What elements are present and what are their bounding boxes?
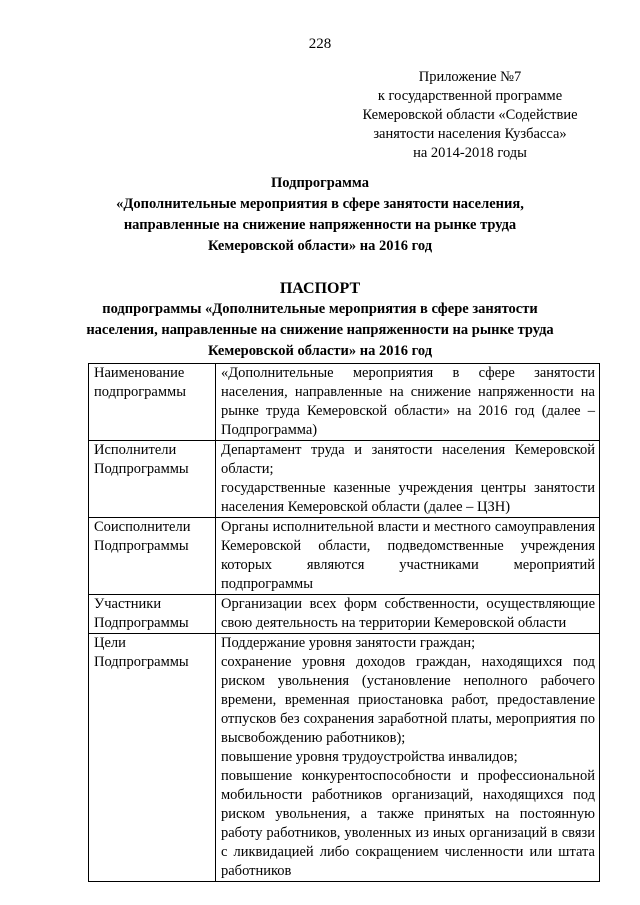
table-row	[89, 634, 600, 882]
appendix-line: на 2014-2018 годы	[413, 145, 527, 161]
row-value	[216, 634, 600, 882]
appendix-line: к государственной программе	[377, 88, 563, 104]
subprogram-title-line: направленные на снижение напряженности на рынке труда	[123, 217, 517, 233]
subprogram-title-line: Кемеровской области» на 2016 год	[207, 238, 433, 254]
page-number: 228	[308, 36, 332, 52]
label-line: Наименование	[94, 365, 185, 381]
label-line: Подпрограммы	[94, 461, 189, 477]
appendix-line: Приложение №7	[418, 69, 522, 85]
appendix-line: занятости населения Кузбасса»	[373, 126, 567, 142]
row-label	[89, 441, 216, 518]
passport-subtitle-line: подпрограммы «Дополнительные мероприятия в сфере занятости	[102, 301, 538, 317]
value-paragraph: Органы исполнительной власти и местного самоуправления Кемеровской области, подведомственные учреждения которых являются участниками мероприятий подпрограммы	[221, 519, 595, 592]
row-value	[216, 364, 600, 441]
value-paragraph: государственные казенные учреждения центры занятости населения Кемеровской области (далее – ЦЗН)	[221, 480, 595, 515]
table-row	[89, 364, 600, 441]
value-paragraph: сохранение уровня доходов граждан, находящихся под риском увольнения (установление неполного рабочего времени, временная приостановка работ, предоставление отпусков без сохранения заработной платы, мероприятия по высвобождению работников);	[221, 654, 595, 746]
subprogram-title-line: Подпрограмма	[271, 175, 369, 191]
passport-heading	[0, 278, 640, 362]
passport-title: ПАСПОРТ	[279, 280, 361, 297]
subprogram-title-line: «Дополнительные мероприятия в сфере занятости населения,	[116, 196, 524, 212]
table-row	[89, 441, 600, 518]
label-line: Подпрограммы	[94, 538, 189, 554]
row-label	[89, 518, 216, 595]
value-paragraph: повышение конкурентоспособности и профессиональной мобильности работников организаций, находящихся под риском увольнения, а также принятых на постоянную работу работников, уволенных из иных организаций в связи с ликвидацией либо сокращением численности или штата работников	[221, 768, 595, 879]
label-line: Участники	[94, 596, 162, 612]
appendix-note	[350, 68, 590, 163]
row-label	[89, 595, 216, 634]
passport-subtitle-line: Кемеровской области» на 2016 год	[207, 343, 433, 359]
row-value	[216, 595, 600, 634]
table-row	[89, 518, 600, 595]
table-row	[89, 595, 600, 634]
row-value	[216, 441, 600, 518]
passport-table	[88, 363, 600, 882]
label-line: Соисполнители	[94, 519, 191, 535]
row-label	[89, 634, 216, 882]
value-paragraph: Департамент труда и занятости населения Кемеровской области;	[221, 442, 595, 477]
subprogram-title	[0, 173, 640, 257]
label-line: Цели	[94, 635, 126, 651]
value-paragraph: «Дополнительные мероприятия в сфере занятости населения, направленные на снижение напряженности на рынке труда Кемеровской области» на 2016 год (далее – Подпрограмма)	[221, 365, 595, 438]
appendix-line: Кемеровской области «Содействие	[362, 107, 578, 123]
row-label	[89, 364, 216, 441]
label-line: Подпрограммы	[94, 654, 189, 670]
value-paragraph: Поддержание уровня занятости граждан;	[221, 635, 476, 651]
label-line: подпрограммы	[94, 384, 186, 400]
label-line: Подпрограммы	[94, 615, 189, 631]
value-paragraph: Организации всех форм собственности, осуществляющие свою деятельность на территории Кемеровской области	[221, 596, 595, 631]
value-paragraph: повышение уровня трудоустройства инвалидов;	[221, 749, 518, 765]
row-value	[216, 518, 600, 595]
label-line: Исполнители	[94, 442, 177, 458]
passport-subtitle-line: населения, направленные на снижение напряженности на рынке труда	[86, 322, 554, 338]
